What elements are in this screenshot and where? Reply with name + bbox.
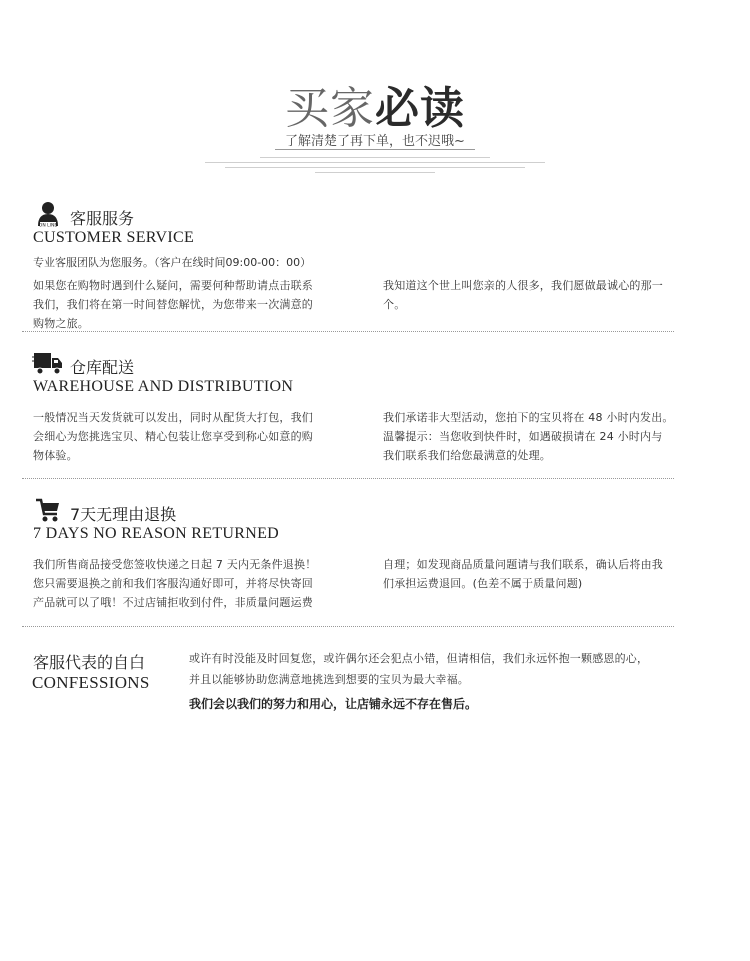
returns-left-text	[33, 555, 378, 612]
page-subtitle: 了解清楚了再下单，也不迟哦~	[285, 134, 465, 149]
title-bold: 必读	[375, 83, 465, 134]
section-title-customer-service: 客服服务	[70, 209, 135, 228]
warehouse-left-text	[33, 408, 373, 465]
text-line: 购物之旅。	[33, 317, 89, 330]
text-line: 如果您在购物时遇到什么疑问，需要何种帮助请点击联系	[33, 279, 313, 292]
title-light: 买家	[285, 83, 375, 134]
section-title-warehouse: 仓库配送	[70, 358, 135, 377]
text-line: 我们，我们将在第一时间替您解忧，为您带来一次满意的	[33, 298, 313, 311]
section-title-returns: 7天无理由退换	[70, 505, 177, 524]
customer-service-right-text	[383, 276, 723, 314]
text-line: 会细心为您挑选宝贝、精心包装让您享受到称心如意的购	[33, 430, 313, 443]
text-line: 我们联系我们给您最满意的处理。	[383, 449, 551, 462]
svg-text:ON LINE: ON LINE	[38, 223, 58, 228]
text-line: 您只需要退换之前和我们客服沟通好即可，并将尽快寄回	[33, 577, 313, 590]
shopping-cart-icon	[34, 497, 62, 525]
support-agent-icon	[34, 200, 62, 228]
delivery-truck-icon	[32, 349, 64, 377]
text-line: 自理；如发现商品质量问题请与我们联系，确认后将由我	[383, 558, 663, 571]
text-line: 一般情况当天发货就可以发出，同时从配货大打包，我们	[33, 411, 313, 424]
section-subtitle-returns: 7 DAYS NO REASON RETURNED	[33, 525, 280, 542]
text-line: 我们承诺非大型活动，您拍下的宝贝将在 48 小时内发出。	[383, 411, 674, 424]
text-line: 我们所售商品接受您签收快递之日起 7 天内无条件退换！	[33, 558, 317, 571]
confessions-closing: 我们会以我们的努力和用心，让店铺永远不存在售后。	[189, 697, 478, 711]
customer-service-left-text	[33, 276, 373, 333]
text-line: 物体验。	[33, 449, 78, 462]
page-title	[0, 72, 750, 136]
section-divider	[22, 478, 674, 479]
section-subtitle-warehouse: WAREHOUSE AND DISTRIBUTION	[33, 378, 294, 395]
section-divider	[22, 331, 674, 332]
text-line: 我知道这个世上叫您亲的人很多，我们愿做最诚心的那一	[383, 279, 663, 292]
returns-right-text	[383, 555, 728, 593]
confessions-title: 客服代表的自白	[33, 653, 146, 672]
section-subtitle-customer-service: CUSTOMER SERVICE	[33, 229, 195, 246]
customer-service-intro: 专业客服团队为您服务。（客户在线时间09:00-00：00）	[33, 256, 312, 269]
warehouse-right-text	[383, 408, 728, 465]
confessions-text	[189, 648, 729, 690]
text-line: 产品就可以了哦！不过店铺拒收到付件，非质量问题运费	[33, 596, 313, 609]
text-line: 温馨提示：当您收到快件时，如遇破损请在 24 小时内与	[383, 430, 663, 443]
text-line: 或许有时没能及时回复您，或许偶尔还会犯点小错，但请相信，我们永远怀抱一颗感恩的心，	[189, 652, 649, 665]
text-line: 们承担运费退回。(色差不属于质量问题)	[383, 577, 583, 590]
section-divider	[22, 626, 674, 627]
subtitle-underline	[275, 149, 475, 150]
confessions-subtitle: CONFESSIONS	[32, 673, 150, 692]
text-line: 并且以能够协助您满意地挑选到想要的宝贝为最大幸福。	[189, 673, 469, 686]
text-line: 个。	[383, 298, 406, 311]
decorative-fine-text-lines	[205, 153, 545, 175]
